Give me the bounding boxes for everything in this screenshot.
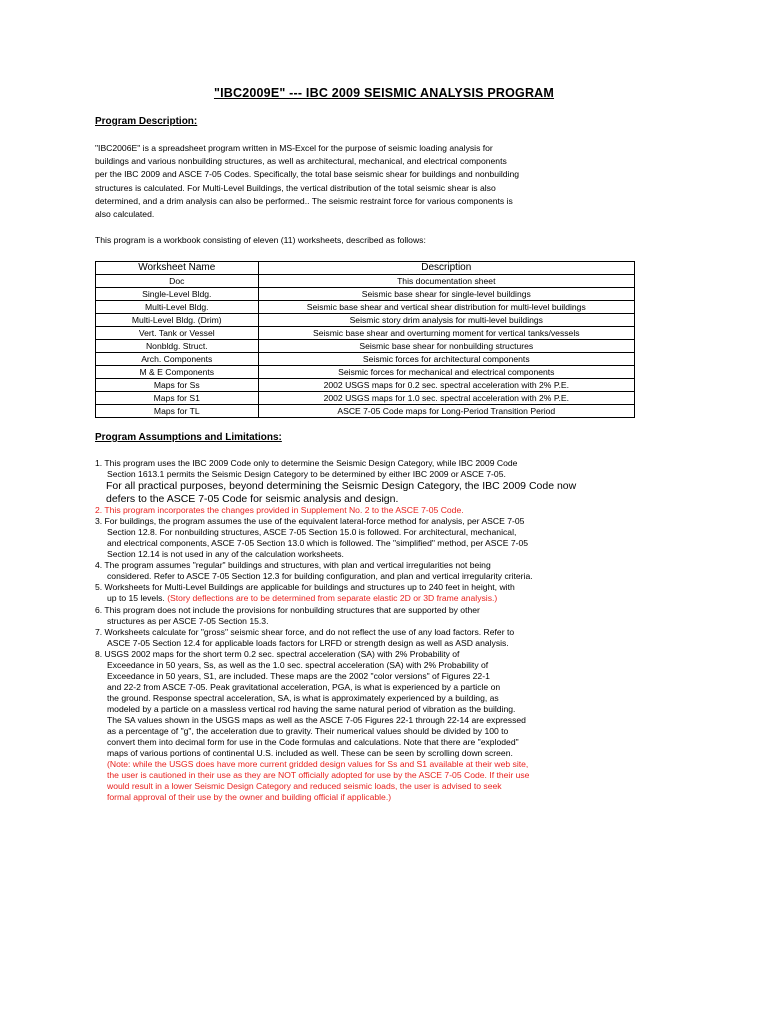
assumption-line [95,469,655,480]
assumption-line-text: Exceedance in 50 years, S1, are included. These maps are the 2002 "color versions" of Figures 22-1 [107,670,490,681]
assumption-line-text: structures as per ASCE 7-05 Section 15.3. [107,615,269,626]
assumption-line-text: (Note: while the USGS does have more current gridded design values for Ss and S1 available at their web site, [107,759,529,770]
column-header-worksheet-name: Worksheet Name [96,262,259,275]
worksheet-table-header [96,262,635,275]
assumption-line-text: 6. This program does not include the provisions for nonbuilding structures that are supported by other [95,604,480,615]
worksheet-name-cell: Maps for Ss [96,379,259,392]
assumption-line [95,605,655,616]
assumption-line [95,693,655,704]
assumption-line [95,638,655,649]
workbook-intro: This program is a workbook consisting of eleven (11) worksheets, described as follows: [95,235,426,245]
worksheet-name-cell: Vert. Tank or Vessel [96,327,259,340]
table-row [96,288,635,301]
assumption-line [95,660,655,671]
worksheet-name-cell: Maps for S1 [96,392,259,405]
table-row [96,327,635,340]
worksheet-name-cell: Single-Level Bldg. [96,288,259,301]
assumption-line-text: and electrical components, ASCE 7-05 Section 13.0 which is followed. The "simplified" method, per ASCE 7-05 [107,538,529,549]
assumption-line [95,593,655,604]
assumption-line-text: ASCE 7-05 Section 12.4 for applicable loads factors for LRFD or strength design as well as ASD analysis. [107,637,509,648]
assumption-line [95,671,655,682]
description-line: also calculated. [95,209,155,220]
assumption-line-text: the ground. Response spectral acceleration, SA, is what is approximately experienced by a building, as [107,692,499,703]
assumption-line [95,715,655,726]
assumption-line-text: For all practical purposes, beyond determining the Seismic Design Category, the IBC 2009 Code now [106,480,577,493]
description-line: per the IBC 2009 and ASCE 7-05 Codes. Specifically, the total base seismic shear for buildings and nonbuilding [95,169,520,180]
assumption-line [95,538,655,549]
table-row [96,405,635,418]
table-row [96,392,635,405]
assumption-line [95,748,655,759]
table-row [96,340,635,353]
worksheet-description-cell: Seismic story drim analysis for multi-level buildings [258,314,634,327]
description-line: buildings and various nonbuilding structures, as well as architectural, mechanical, and electrical components [95,156,507,167]
worksheet-table-body [96,275,635,418]
assumption-line [95,737,655,748]
assumption-line [95,527,655,538]
assumption-line-text: 4. The program assumes "regular" buildings and structures, with plan and vertical irregularities not being [95,560,491,571]
assumption-line [95,493,655,506]
assumption-line-text: Exceedance in 50 years, Ss, as well as the 1.0 sec. spectral acceleration (SA) with 2% Probability of [107,659,489,670]
assumption-line [95,770,655,781]
assumptions-list [95,458,655,803]
assumption-line-text: 8. USGS 2002 maps for the short term 0.2 sec. spectral acceleration (SA) with 2% Probability of [95,648,460,659]
worksheet-table [95,261,635,418]
worksheet-description-cell: This documentation sheet [258,275,634,288]
assumptions-heading: Program Assumptions and Limitations: [95,432,282,443]
worksheet-name-cell: Doc [96,275,259,288]
assumption-line-text: defers to the ASCE 7-05 Code for seismic analysis and design. [106,492,399,505]
assumption-line-text: 3. For buildings, the program assumes the use of the equivalent lateral-force method for analysis, per ASCE 7-05 [95,516,525,527]
program-description-paragraph [95,142,635,221]
description-line: determined, and a drim analysis can also be performed.. The seismic restraint force for various components is [95,195,513,206]
table-row [96,353,635,366]
assumption-line-text: up to 15 levels. [107,593,165,604]
assumption-line-text: 2. This program incorporates the changes provided in Supplement No. 2 to the ASCE 7-05 Code. [95,505,464,516]
worksheet-name-cell: M & E Components [96,366,259,379]
worksheet-description-cell: ASCE 7-05 Code maps for Long-Period Transition Period [258,405,634,418]
column-header-description: Description [258,262,634,275]
worksheet-description-cell: Seismic forces for architectural components [258,353,634,366]
assumption-line-text: modeled by a particle on a massless vertical rod having the same natural period of vibration as the building. [107,703,516,714]
assumption-line [95,759,655,770]
table-row [96,314,635,327]
assumption-line-text: Section 12.8. For nonbuilding structures, ASCE 7-05 Section 15.0 is followed. For architectural, mechanical, [107,527,517,538]
assumption-line [95,516,655,527]
assumption-line-text: maps of various portions of continental U.S. included as well. These can be seen by scrolling down screen. [107,748,513,759]
assumption-line [95,726,655,737]
table-row [96,379,635,392]
assumption-line [95,627,655,638]
assumption-line [95,480,655,493]
assumption-line-text: as a percentage of "g", the acceleration due to gravity. Their numerical values should be divided by 100 to [107,726,509,737]
assumption-line-text: the user is cautioned in their use as they are NOT officially adopted for use by the ASCE 7-05 Code. If their use [107,770,530,781]
worksheet-description-cell: Seismic base shear and vertical shear distribution for multi-level buildings [258,301,634,314]
assumption-line [95,505,655,516]
assumption-line-text: considered. Refer to ASCE 7-05 Section 12.3 for building configuration, and plan and vertical irregularity criteria. [107,571,533,582]
table-row [96,275,635,288]
assumption-note-red: (Story deflections are to be determined from separate elastic 2D or 3D frame analysis.) [164,593,498,604]
program-description-heading: Program Description: [95,116,198,127]
assumption-line [95,458,655,469]
assumption-line [95,616,655,627]
assumption-line [95,582,655,593]
assumption-line [95,571,655,582]
worksheet-name-cell: Arch. Components [96,353,259,366]
assumption-line-text: Section 1613.1 permits the Seismic Design Category to be determined by either IBC 2009 or ASCE 7-05. [107,469,506,480]
worksheet-name-cell: Multi-Level Bldg. [96,301,259,314]
assumption-line [95,649,655,660]
assumption-line [95,781,655,792]
worksheet-name-cell: Nonbldg. Struct. [96,340,259,353]
assumption-line-text: 5. Worksheets for Multi-Level Buildings are applicable for buildings and structures up to 240 feet in height, with [95,582,515,593]
assumption-line-text: and 22-2 from ASCE 7-05. Peak gravitational acceleration, PGA, is what is experienced by a particle on [107,681,501,692]
assumption-line-text: The SA values shown in the USGS maps as well as the ASCE 7-05 Figures 22-1 through 22-14 are expressed [107,714,526,725]
assumption-line [95,549,655,560]
assumption-line-text: would result in a lower Seismic Design Category and reduced seismic loads, the user is advised to seek [107,781,502,792]
worksheet-description-cell: Seismic forces for mechanical and electrical components [258,366,634,379]
description-line: structures is calculated. For Multi-Level Buildings, the vertical distribution of the total seismic shear is also [95,182,496,193]
worksheet-description-cell: Seismic base shear and overturning moment for vertical tanks/vessels [258,327,634,340]
worksheet-description-cell: 2002 USGS maps for 1.0 sec. spectral acceleration with 2% P.E. [258,392,634,405]
assumption-line [95,792,655,803]
worksheet-name-cell: Maps for TL [96,405,259,418]
assumption-line-text: Section 12.14 is not used in any of the calculation worksheets. [107,549,344,560]
assumption-line [95,560,655,571]
assumption-line [95,682,655,693]
assumption-line-text: formal approval of their use by the owner and building official if applicable.) [107,792,392,803]
document-title: "IBC2009E" --- IBC 2009 SEISMIC ANALYSIS PROGRAM [213,86,555,100]
worksheet-description-cell: 2002 USGS maps for 0.2 sec. spectral acceleration with 2% P.E. [258,379,634,392]
table-row [96,366,635,379]
table-row [96,301,635,314]
assumption-line-text: convert them into decimal form for use in the Code formulas and calculations. Note that there are "exploded" [107,737,519,748]
description-line: "IBC2006E" is a spreadsheet program written in MS-Excel for the purpose of seismic loading analysis for [95,143,493,153]
assumption-line-text: 1. This program uses the IBC 2009 Code only to determine the Seismic Design Category, while IBC 2009 Code [95,458,518,468]
worksheet-description-cell: Seismic base shear for single-level buildings [258,288,634,301]
assumption-line [95,704,655,715]
worksheet-name-cell: Multi-Level Bldg. (Drim) [96,314,259,327]
worksheet-description-cell: Seismic base shear for nonbuilding structures [258,340,634,353]
assumption-line-text: 7. Worksheets calculate for "gross" seismic shear force, and do not reflect the use of any load factors. Refer to [95,626,515,637]
